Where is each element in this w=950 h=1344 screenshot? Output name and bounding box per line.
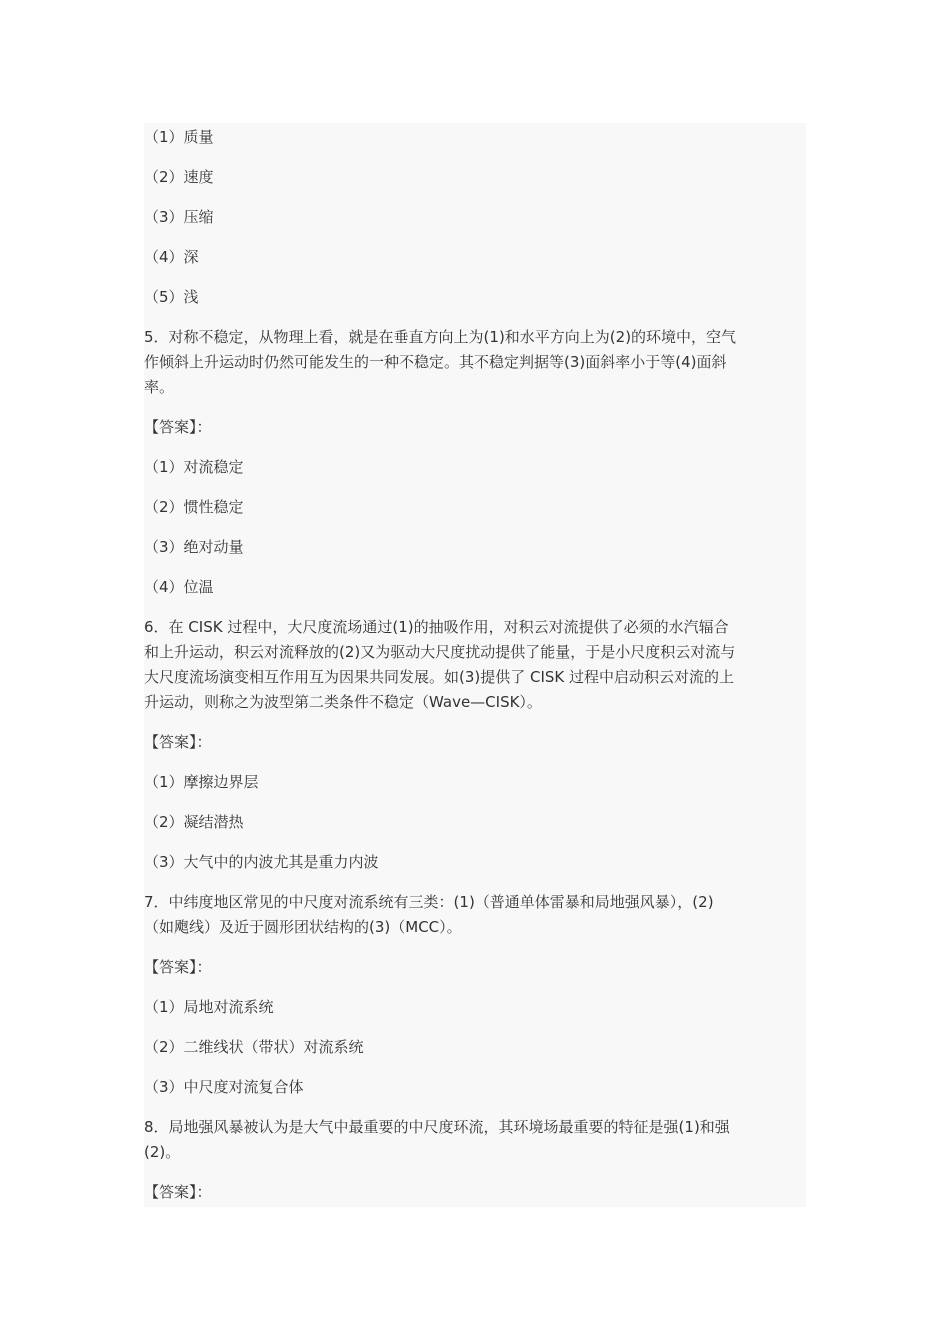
answer-header: 【答案】：: [144, 1183, 212, 1201]
answer-item: （4）深: [144, 248, 199, 266]
question-line: 作倾斜上升运动时仍然可能发生的一种不稳定。其不稳定判据等(3)面斜率小于等(4)面斜: [144, 353, 727, 371]
question-paragraph: [144, 890, 806, 940]
question-line: 8．局地强风暴被认为是大气中最重要的中尺度环流，其环境场最重要的特征是强(1)和强: [144, 1118, 730, 1136]
answer-item: （3）大气中的内波尤其是重力内波: [144, 853, 379, 871]
question-paragraph: [144, 325, 806, 400]
answer-item: （1）摩擦边界层: [144, 773, 259, 791]
question-line: 大尺度流场演变相互作用互为因果共同发展。如(3)提供了 CISK 过程中启动积云对流的上: [144, 668, 735, 686]
answer-item: （4）位温: [144, 578, 214, 596]
question-line: (2)。: [144, 1143, 181, 1161]
answer-item: （2）二维线状（带状）对流系统: [144, 1038, 364, 1056]
question-line: 6．在 CISK 过程中，大尺度流场通过(1)的抽吸作用，对积云对流提供了必须的水汽辐合: [144, 618, 729, 636]
answer-header: 【答案】：: [144, 958, 212, 976]
question-line: 5．对称不稳定，从物理上看，就是在垂直方向上为(1)和水平方向上为(2)的环境中，空气: [144, 328, 737, 346]
answer-header: 【答案】：: [144, 733, 212, 751]
answer-item: （1）质量: [144, 128, 214, 146]
question-line: 率。: [144, 378, 175, 396]
answer-item: （2）惯性稳定: [144, 498, 244, 516]
question-paragraph: [144, 615, 806, 715]
answer-item: （2）速度: [144, 168, 214, 186]
answer-item: （3）压缩: [144, 208, 214, 226]
question-paragraph: [144, 1115, 806, 1165]
answer-header: 【答案】：: [144, 418, 212, 436]
answer-item: （3）中尺度对流复合体: [144, 1078, 304, 1096]
question-line: 7．中纬度地区常见的中尺度对流系统有三类：(1)（普通单体雷暴和局地强风暴），(2): [144, 893, 714, 911]
question-line: 和上升运动，积云对流释放的(2)又为驱动大尺度扰动提供了能量，于是小尺度积云对流与: [144, 643, 736, 661]
answer-item: （5）浅: [144, 288, 199, 306]
question-line: 升运动，则称之为波型第二类条件不稳定（Wave—CISK）。: [144, 693, 542, 711]
answer-item: （1）对流稳定: [144, 458, 244, 476]
answer-item: （2）凝结潜热: [144, 813, 244, 831]
question-line: （如飑线）及近于圆形团状结构的(3)（MCC）。: [144, 918, 462, 936]
answer-item: （3）绝对动量: [144, 538, 244, 556]
document-page: [144, 123, 806, 1207]
answer-item: （1）局地对流系统: [144, 998, 274, 1016]
